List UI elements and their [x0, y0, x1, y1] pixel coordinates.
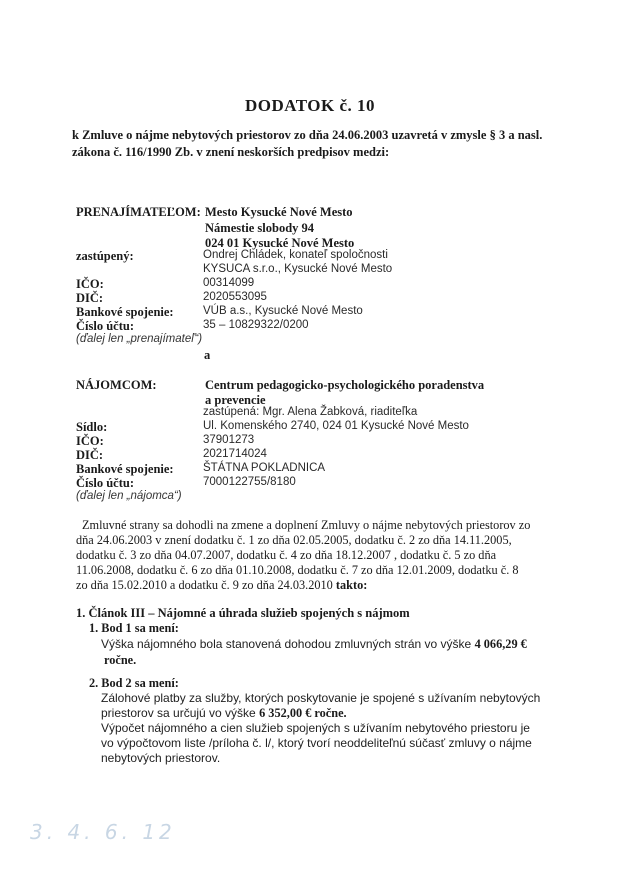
paragraph-line-4: 11.06.2008, dodatku č. 6 zo dňa 01.10.2008, dodatku č. 7 zo dňa 12.01.2009, dodatku č. 8: [76, 563, 519, 577]
intro-line-1: k Zmluve o nájme nebytových priestorov zo dňa 24.06.2003 uzavretá v zmysle § 3 a nasl.: [72, 128, 543, 142]
point1-suffix: ročne.: [104, 653, 137, 667]
point1-head: 1. Bod 1 sa mení:: [89, 621, 179, 635]
document-title: DODATOK č. 10: [244, 96, 376, 115]
tenant-ico-label: IČO:: [76, 434, 104, 448]
point1-amount: 4 066,29 €: [474, 637, 527, 651]
tenant-name-line2: a prevencie: [205, 393, 266, 407]
tenant-account-label: Číslo účtu:: [76, 476, 134, 490]
tenant-seat: Ul. Komenského 2740, 024 01 Kysucké Nové Mesto: [203, 420, 469, 432]
point2-line1: Zálohové platby za služby, ktorých poskytovanie je spojené s užívaním nebytových: [101, 691, 541, 705]
tenant-bank-label: Bankové spojenie:: [76, 462, 174, 476]
tenant-heading: NÁJOMCOM:: [76, 378, 157, 392]
paragraph-line-2: dňa 24.06.2003 v znení dodatku č. 1 zo dňa 02.05.2005, dodatku č. 2 zo dňa 14.11.2005,: [76, 533, 512, 547]
lessor-city: 024 01 Kysucké Nové Mesto: [205, 236, 355, 250]
lessor-rep-line1: Ondrej Chládek, konateľ spoločnosti: [203, 249, 388, 261]
point2-line5: nebytových priestorov.: [101, 751, 221, 765]
lessor-street: Námestie slobody 94: [205, 221, 315, 235]
lessor-name: Mesto Kysucké Nové Mesto: [205, 205, 353, 219]
tenant-note: (ďalej len „nájomca“): [76, 490, 182, 502]
paragraph-line-1: Zmluvné strany sa dohodli na zmene a doplnení Zmluvy o nájme nebytových priestorov zo: [82, 518, 531, 532]
point2-line3: Výpočet nájomného a cien služieb spojených s užívaním nebytového priestoru je: [101, 721, 530, 735]
lessor-account: 35 – 10829322/0200: [203, 319, 309, 331]
tenant-dic-label: DIČ:: [76, 448, 104, 462]
lessor-dic-label: DIČ:: [76, 291, 104, 305]
point2-amount: 6 352,00 € ročne.: [259, 706, 347, 720]
lessor-bank-label: Bankové spojenie:: [76, 305, 174, 319]
lessor-rep-line2: KYSUCA s.r.o., Kysucké Nové Mesto: [203, 263, 393, 275]
lessor-note: (ďalej len „prenajímateľ“): [76, 333, 203, 345]
paragraph-line-5-text: zo dňa 15.02.2010 a dodatku č. 9 zo dňa 24.03.2010: [76, 578, 333, 592]
paragraph-line-3: dodatku č. 3 zo dňa 04.07.2007, dodatku č. 4 zo dňa 18.12.2007 , dodatku č. 5 zo dňa: [76, 548, 497, 562]
lessor-ico: 00314099: [203, 277, 255, 289]
lessor-account-label: Číslo účtu:: [76, 319, 134, 333]
tenant-name-line1: Centrum pedagogicko-psychologického poradenstva: [205, 378, 485, 392]
point1-text-line: [101, 637, 527, 652]
point2-head: 2. Bod 2 sa mení:: [89, 676, 179, 690]
tenant-ico: 37901273: [203, 434, 255, 446]
tenant-account: 7000122755/8180: [203, 476, 296, 488]
point1-text: Výška nájomného bola stanovená dohodou zmluvných strán vo výške: [101, 637, 472, 651]
lessor-ico-label: IČO:: [76, 277, 104, 291]
tenant-bank: ŠTÁTNA POKLADNICA: [203, 462, 326, 474]
lessor-bank: VÚB a.s., Kysucké Nové Mesto: [203, 305, 363, 317]
article-heading: 1. Článok III – Nájomné a úhrada služieb spojených s nájmom: [76, 606, 410, 620]
tenant-seat-label: Sídlo:: [76, 420, 108, 434]
tenant-dic: 2021714024: [203, 448, 267, 460]
handwritten-date: 3. 4. 6. 12: [30, 820, 176, 844]
point2-line2-wrap: [101, 706, 347, 721]
intro-line-2: zákona č. 116/1990 Zb. v znení neskorších predpisov medzi:: [72, 145, 390, 159]
lessor-rep-label: zastúpený:: [76, 249, 134, 263]
paragraph-line-5: [76, 578, 367, 593]
paragraph-end: takto:: [335, 578, 368, 592]
lessor-dic: 2020553095: [203, 291, 267, 303]
lessor-heading: PRENAJÍMATEĽOM:: [76, 205, 201, 219]
tenant-rep: zastúpená: Mgr. Alena Žabková, riaditeľka: [203, 406, 418, 418]
and-separator: a: [204, 348, 211, 362]
point2-line2: priestorov sa určujú vo výške: [101, 706, 256, 720]
point2-line4: vo výpočtovom liste /príloha č. l/, ktorý tvorí neoddeliteľnú súčasť zmluvy o nájme: [101, 736, 532, 750]
